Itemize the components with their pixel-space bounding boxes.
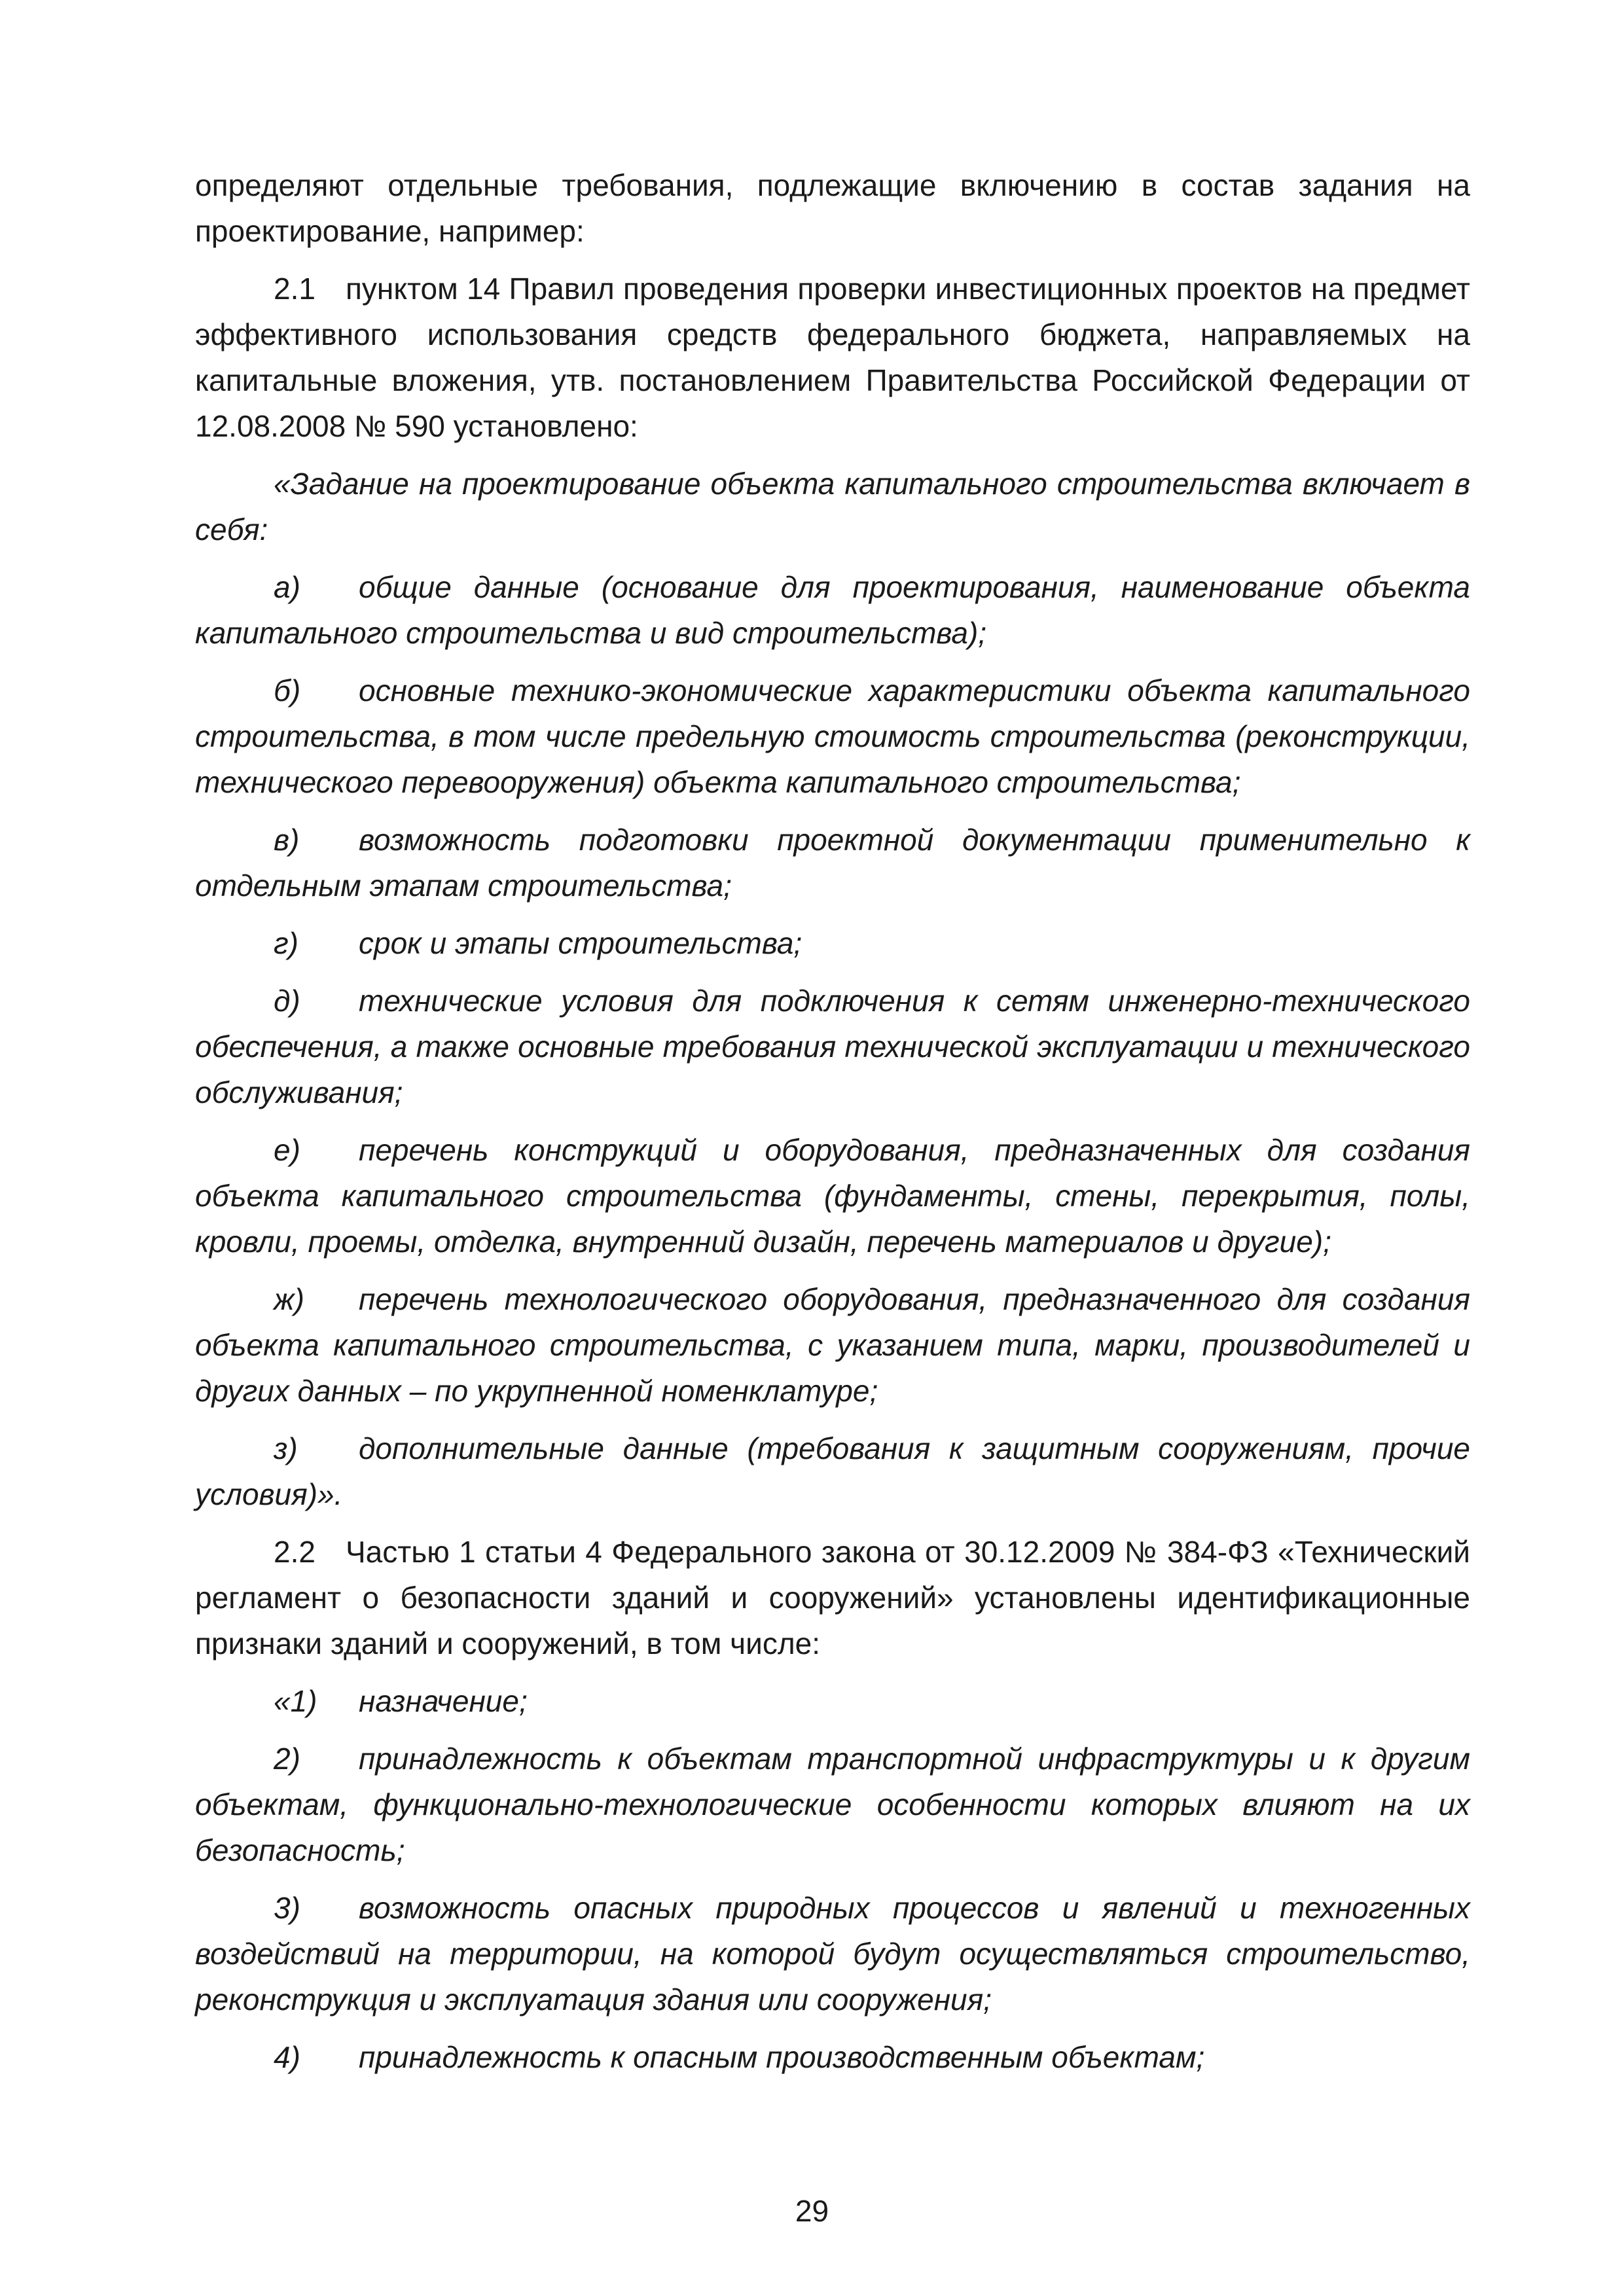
list-item-marker: 3)	[274, 1891, 300, 1925]
list-item-marker: ж)	[274, 1282, 304, 1316]
list-item-text: срок и этапы строительства;	[359, 926, 803, 960]
list-item-marker: 4)	[274, 2040, 300, 2074]
list-item-text: технические условия для подключения к сетям инженерно-технического обеспечения, а также основные требования технической эксплуатации и технического обслуживания;	[195, 984, 1470, 1109]
paragraph-number: 2.1	[274, 272, 316, 306]
list-item-text: дополнительные данные (требования к защитным сооружениям, прочие условия)».	[195, 1431, 1470, 1511]
quote-intro	[195, 461, 1470, 552]
list-item-marker: г)	[274, 926, 299, 960]
list-item-text: возможность подготовки проектной документации применительно к отдельным этапам строительства;	[195, 823, 1470, 903]
list-item-marker: 2)	[274, 1742, 300, 1776]
list-item-marker: в)	[274, 823, 300, 857]
list-item-2	[195, 1736, 1470, 1873]
list-item-1	[195, 1678, 1470, 1724]
list-item-g	[195, 920, 1470, 966]
list-item-text: общие данные (основание для проектирования, наименование объекта капитального строительства и вид строительства);	[195, 570, 1470, 650]
list-item-marker: б)	[274, 673, 301, 708]
list-item-text: возможность опасных природных процессов и явлений и техногенных воздействий на территории, на которой будут осуществляться строительство, реконструкция и эксплуатация здания или сооружения;	[195, 1891, 1470, 2017]
list-item-text: принадлежность к объектам транспортной инфраструктуры и к другим объектам, функционально-технологические особенности которых влияют на их безопасность;	[195, 1742, 1470, 1867]
list-item-3	[195, 1885, 1470, 2022]
list-item-text: основные технико-экономические характеристики объекта капитального строительства, в том числе предельную стоимость строительства (реконструкции, технического перевооружения) объекта капитального строительства;	[195, 673, 1470, 799]
list-item-e	[195, 1127, 1470, 1265]
list-item-marker: е)	[274, 1133, 300, 1167]
paragraph-2-2	[195, 1529, 1470, 1666]
page-body	[195, 162, 1470, 2092]
paragraph-text: Частью 1 статьи 4 Федерального закона от 30.12.2009 № 384-ФЗ «Технический регламент о безопасности зданий и сооружений» установлены идентификационные признаки зданий и сооружений, в том числе:	[195, 1535, 1470, 1660]
list-item-text: перечень конструкций и оборудования, предназначенных для создания объекта капитального строительства (фундаменты, стены, перекрытия, полы, кровли, проемы, отделка, внутренний дизайн, перечень материалов и другие);	[195, 1133, 1470, 1259]
list-item-marker: «1)	[274, 1684, 317, 1718]
list-item-zh	[195, 1276, 1470, 1414]
paragraph-number: 2.2	[274, 1535, 316, 1569]
list-item-v	[195, 817, 1470, 908]
paragraph-text: определяют отдельные требования, подлежащие включению в состав задания на проектирование, например:	[195, 168, 1470, 248]
paragraph-2-1	[195, 266, 1470, 449]
paragraph-text: пунктом 14 Правил проведения проверки инвестиционных проектов на предмет эффективного использования средств федерального бюджета, направляемых на капитальные вложения, утв. постановлением Правительства Российской Федерации от 12.08.2008 № 590 установлено:	[195, 272, 1470, 443]
list-item-text: назначение;	[359, 1684, 528, 1718]
paragraph-intro	[195, 162, 1470, 254]
list-item-a	[195, 564, 1470, 656]
list-item-marker: а)	[274, 570, 300, 604]
list-item-text: принадлежность к опасным производственным объектам;	[359, 2040, 1205, 2074]
list-item-4	[195, 2034, 1470, 2080]
list-item-b	[195, 668, 1470, 805]
paragraph-text: «Задание на проектирование объекта капитального строительства включает в себя:	[195, 467, 1470, 547]
list-item-text: перечень технологического оборудования, предназначенного для создания объекта капитального строительства, с указанием типа, марки, производителей и других данных – по укрупненной номенклатуре;	[195, 1282, 1470, 1408]
list-item-marker: д)	[274, 984, 300, 1018]
list-item-d	[195, 978, 1470, 1115]
list-item-marker: з)	[274, 1431, 298, 1465]
page-number: 29	[795, 2194, 829, 2228]
list-item-z	[195, 1426, 1470, 1517]
